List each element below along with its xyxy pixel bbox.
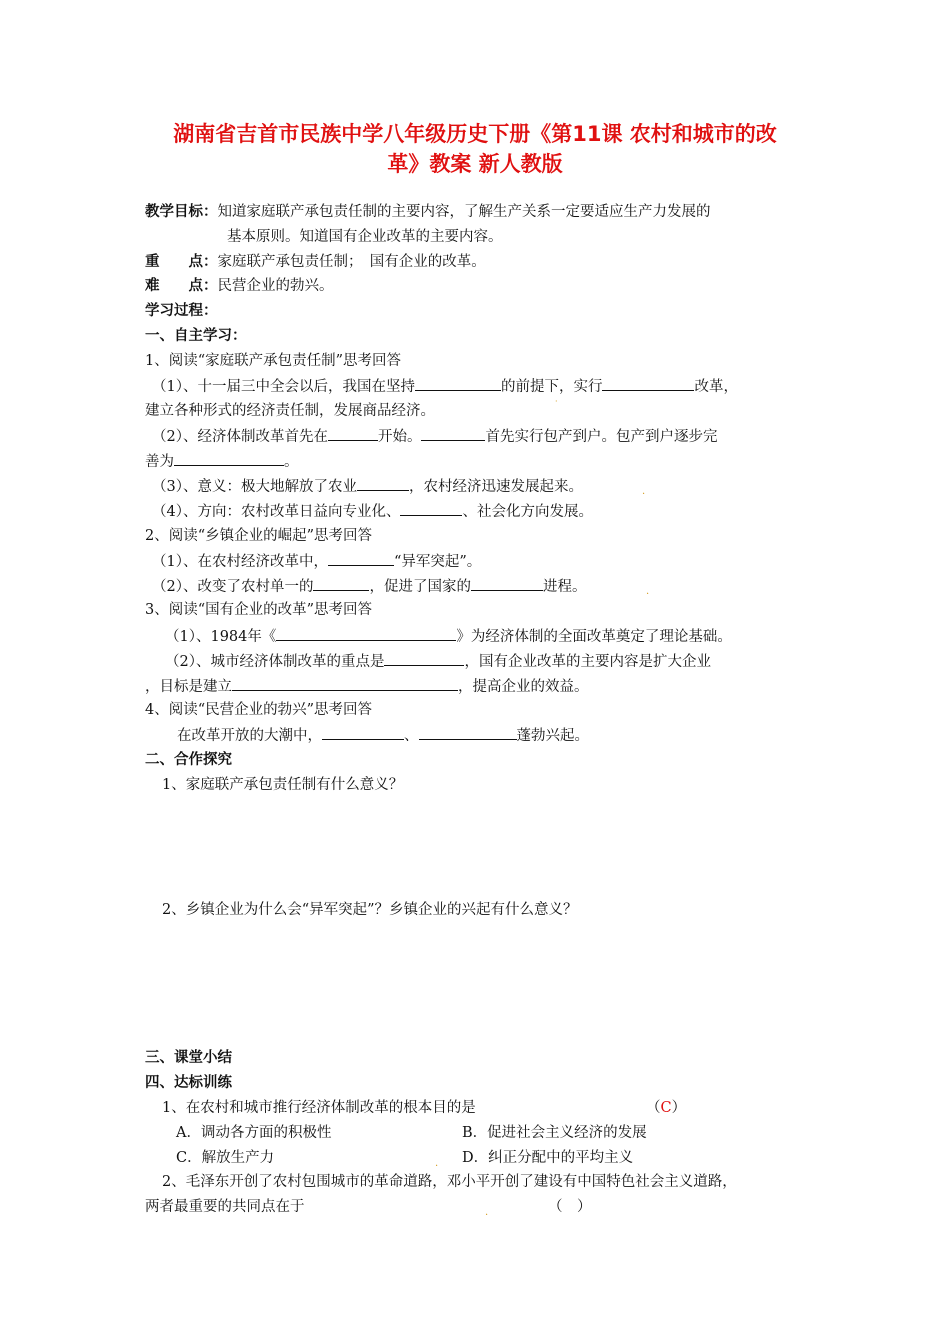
q4-title: 4、阅读“民营企业的勃兴”思考回答 bbox=[145, 702, 373, 718]
key-label: 重 点： bbox=[145, 254, 218, 270]
fill-blank[interactable] bbox=[357, 476, 409, 491]
fill-blank[interactable] bbox=[232, 676, 458, 691]
goals-row bbox=[145, 202, 711, 222]
fill-blank[interactable] bbox=[313, 576, 369, 591]
paren-close: ） bbox=[671, 1100, 687, 1116]
q1-a3-text-2: ，农村经济迅速发展起来。 bbox=[408, 479, 583, 495]
q1-a2-line2-text-2: 。 bbox=[284, 454, 299, 470]
q3-a2-line2-text-1: ，目标是建立 bbox=[145, 679, 232, 695]
fill-blank[interactable] bbox=[174, 451, 284, 466]
section3-heading: 三、课堂小结 bbox=[145, 1050, 232, 1066]
section1-heading: 一、自主学习： bbox=[145, 328, 247, 344]
section2-q1: 1、家庭联产承包责任制有什么意义？ bbox=[162, 777, 404, 793]
title-line-2: 革》教案 新人教版 bbox=[387, 152, 563, 176]
q2-a2-text-1: （2）、改变了农村单一的 bbox=[152, 579, 314, 595]
q1-a4 bbox=[152, 501, 593, 522]
q3-a1-text-2: 》为经济体制的全面改革奠定了理论基础。 bbox=[456, 629, 732, 645]
paren-open: （ bbox=[646, 1100, 661, 1116]
key-text: 家庭联产承包责任制； 国有企业的改革。 bbox=[217, 254, 486, 270]
fill-blank[interactable] bbox=[421, 426, 485, 441]
fill-blank[interactable] bbox=[328, 426, 378, 441]
fill-blank[interactable] bbox=[384, 651, 464, 666]
q2-a2-text-3: 进程。 bbox=[542, 579, 587, 595]
section4-heading: 四、达标训练 bbox=[145, 1075, 232, 1091]
q1-a1-text-2: 的前提下，实行 bbox=[500, 379, 603, 395]
fill-blank[interactable] bbox=[415, 376, 501, 391]
q3-a2-text-2: ，国有企业改革的主要内容是扩大企业 bbox=[464, 654, 711, 670]
test-q2-line1: 2、毛泽东开创了农村包围城市的革命道路，邓小平开创了建设有中国特色社会主义道路， bbox=[162, 1174, 737, 1190]
q1-a2-text-2: 开始。 bbox=[377, 429, 422, 445]
q2-title: 2、阅读“乡镇企业的崛起”思考回答 bbox=[145, 528, 373, 544]
fill-blank[interactable] bbox=[328, 551, 394, 566]
q3-a2-line2-text-2: ，提高企业的效益。 bbox=[458, 679, 589, 695]
test-q1-answer-paren bbox=[646, 1098, 686, 1118]
q1-a2-line2-text-1: 善为 bbox=[145, 454, 174, 470]
q1-a1-text-3: 改革， bbox=[694, 379, 738, 395]
decorative-mark: . bbox=[435, 1158, 439, 1169]
q1-a2 bbox=[152, 426, 717, 447]
q1-a3 bbox=[152, 476, 583, 497]
q4-a1-text-1: 在改革开放的大潮中， bbox=[177, 728, 322, 744]
goals-text-1: 知道家庭联产承包责任制的主要内容，了解生产关系一定要适应生产力发展的 bbox=[217, 204, 711, 220]
goals-text-2: 基本原则。知道国有企业改革的主要内容。 bbox=[227, 229, 503, 245]
test-q1-option-c: C．解放生产力 bbox=[176, 1150, 275, 1166]
q1-a4-text-2: 、社会化方向发展。 bbox=[462, 504, 593, 520]
fill-blank[interactable] bbox=[276, 626, 456, 641]
difficult-label: 难 点： bbox=[145, 278, 218, 294]
q3-title: 3、阅读“国有企业的改革”思考回答 bbox=[145, 602, 373, 618]
process-label: 学习过程： bbox=[145, 303, 218, 319]
test-q1-answer: C bbox=[660, 1100, 672, 1116]
q3-a2-line2 bbox=[145, 676, 589, 697]
fill-blank[interactable] bbox=[419, 725, 517, 740]
q1-a1-line2: 建立各种形式的经济责任制，发展商品经济。 bbox=[145, 403, 435, 419]
section2-q2: 2、乡镇企业为什么会“异军突起”？乡镇企业的兴起有什么意义？ bbox=[162, 902, 578, 918]
fill-blank[interactable] bbox=[602, 376, 694, 391]
decorative-mark: · bbox=[555, 397, 558, 406]
test-q1-option-d: D．纠正分配中的平均主义 bbox=[462, 1150, 634, 1166]
difficult-row bbox=[145, 276, 334, 296]
q2-a1-text-1: （1）、在农村经济改革中， bbox=[152, 554, 328, 570]
test-q2-line2: 两者最重要的共同点在于 bbox=[145, 1199, 305, 1215]
q1-a2-line2 bbox=[145, 451, 299, 472]
fill-blank[interactable] bbox=[322, 725, 404, 740]
q1-title: 1、阅读“家庭联产承包责任制”思考回答 bbox=[145, 353, 402, 369]
section2-heading: 二、合作探究 bbox=[145, 752, 232, 768]
q3-a1-text-1: （1）、1984年《 bbox=[165, 629, 277, 645]
q4-a1-text-2: 、 bbox=[404, 728, 419, 744]
fill-blank[interactable] bbox=[471, 576, 543, 591]
q1-a1-text-1: （1）、十一届三中全会以后，我国在坚持 bbox=[152, 379, 415, 395]
document-title bbox=[130, 119, 820, 179]
test-q1-option-a: A．调动各方面的积极性 bbox=[176, 1125, 332, 1141]
q4-a1 bbox=[177, 725, 589, 746]
q3-a2-text-1: （2）、城市经济体制改革的重点是 bbox=[165, 654, 385, 670]
q3-a1 bbox=[165, 626, 732, 647]
q1-a1 bbox=[152, 376, 738, 397]
q4-a1-text-3: 蓬勃兴起。 bbox=[516, 728, 589, 744]
key-row bbox=[145, 252, 486, 272]
q1-a4-text-1: （4）、方向：农村改革日益向专业化、 bbox=[152, 504, 401, 520]
q1-a2-text-3: 首先实行包产到户。包产到户逐步完 bbox=[485, 429, 718, 445]
q2-a2-text-2: ，促进了国家的 bbox=[369, 579, 471, 595]
title-line-1: 湖南省吉首市民族中学八年级历史下册《第11课 农村和城市的改 bbox=[173, 122, 777, 146]
decorative-mark: . bbox=[642, 486, 646, 497]
q2-a1-text-2: “异军突起”。 bbox=[393, 554, 482, 570]
difficult-text: 民营企业的勃兴。 bbox=[217, 278, 334, 294]
decorative-mark: . bbox=[485, 1207, 489, 1218]
q3-a2 bbox=[165, 651, 711, 672]
q2-a2 bbox=[152, 576, 586, 597]
decorative-mark: . bbox=[646, 586, 650, 597]
test-q1-option-b: B．促进社会主义经济的发展 bbox=[462, 1125, 647, 1141]
q2-a1 bbox=[152, 551, 481, 572]
test-q2-paren[interactable]: （ ） bbox=[548, 1199, 592, 1215]
test-q1-stem: 1、在农村和城市推行经济体制改革的根本目的是 bbox=[162, 1100, 476, 1116]
q1-a2-text-1: （2）、经济体制改革首先在 bbox=[152, 429, 328, 445]
fill-blank[interactable] bbox=[400, 501, 462, 516]
q1-a3-text-1: （3）、意义：极大地解放了农业 bbox=[152, 479, 357, 495]
goals-label: 教学目标： bbox=[145, 204, 218, 220]
